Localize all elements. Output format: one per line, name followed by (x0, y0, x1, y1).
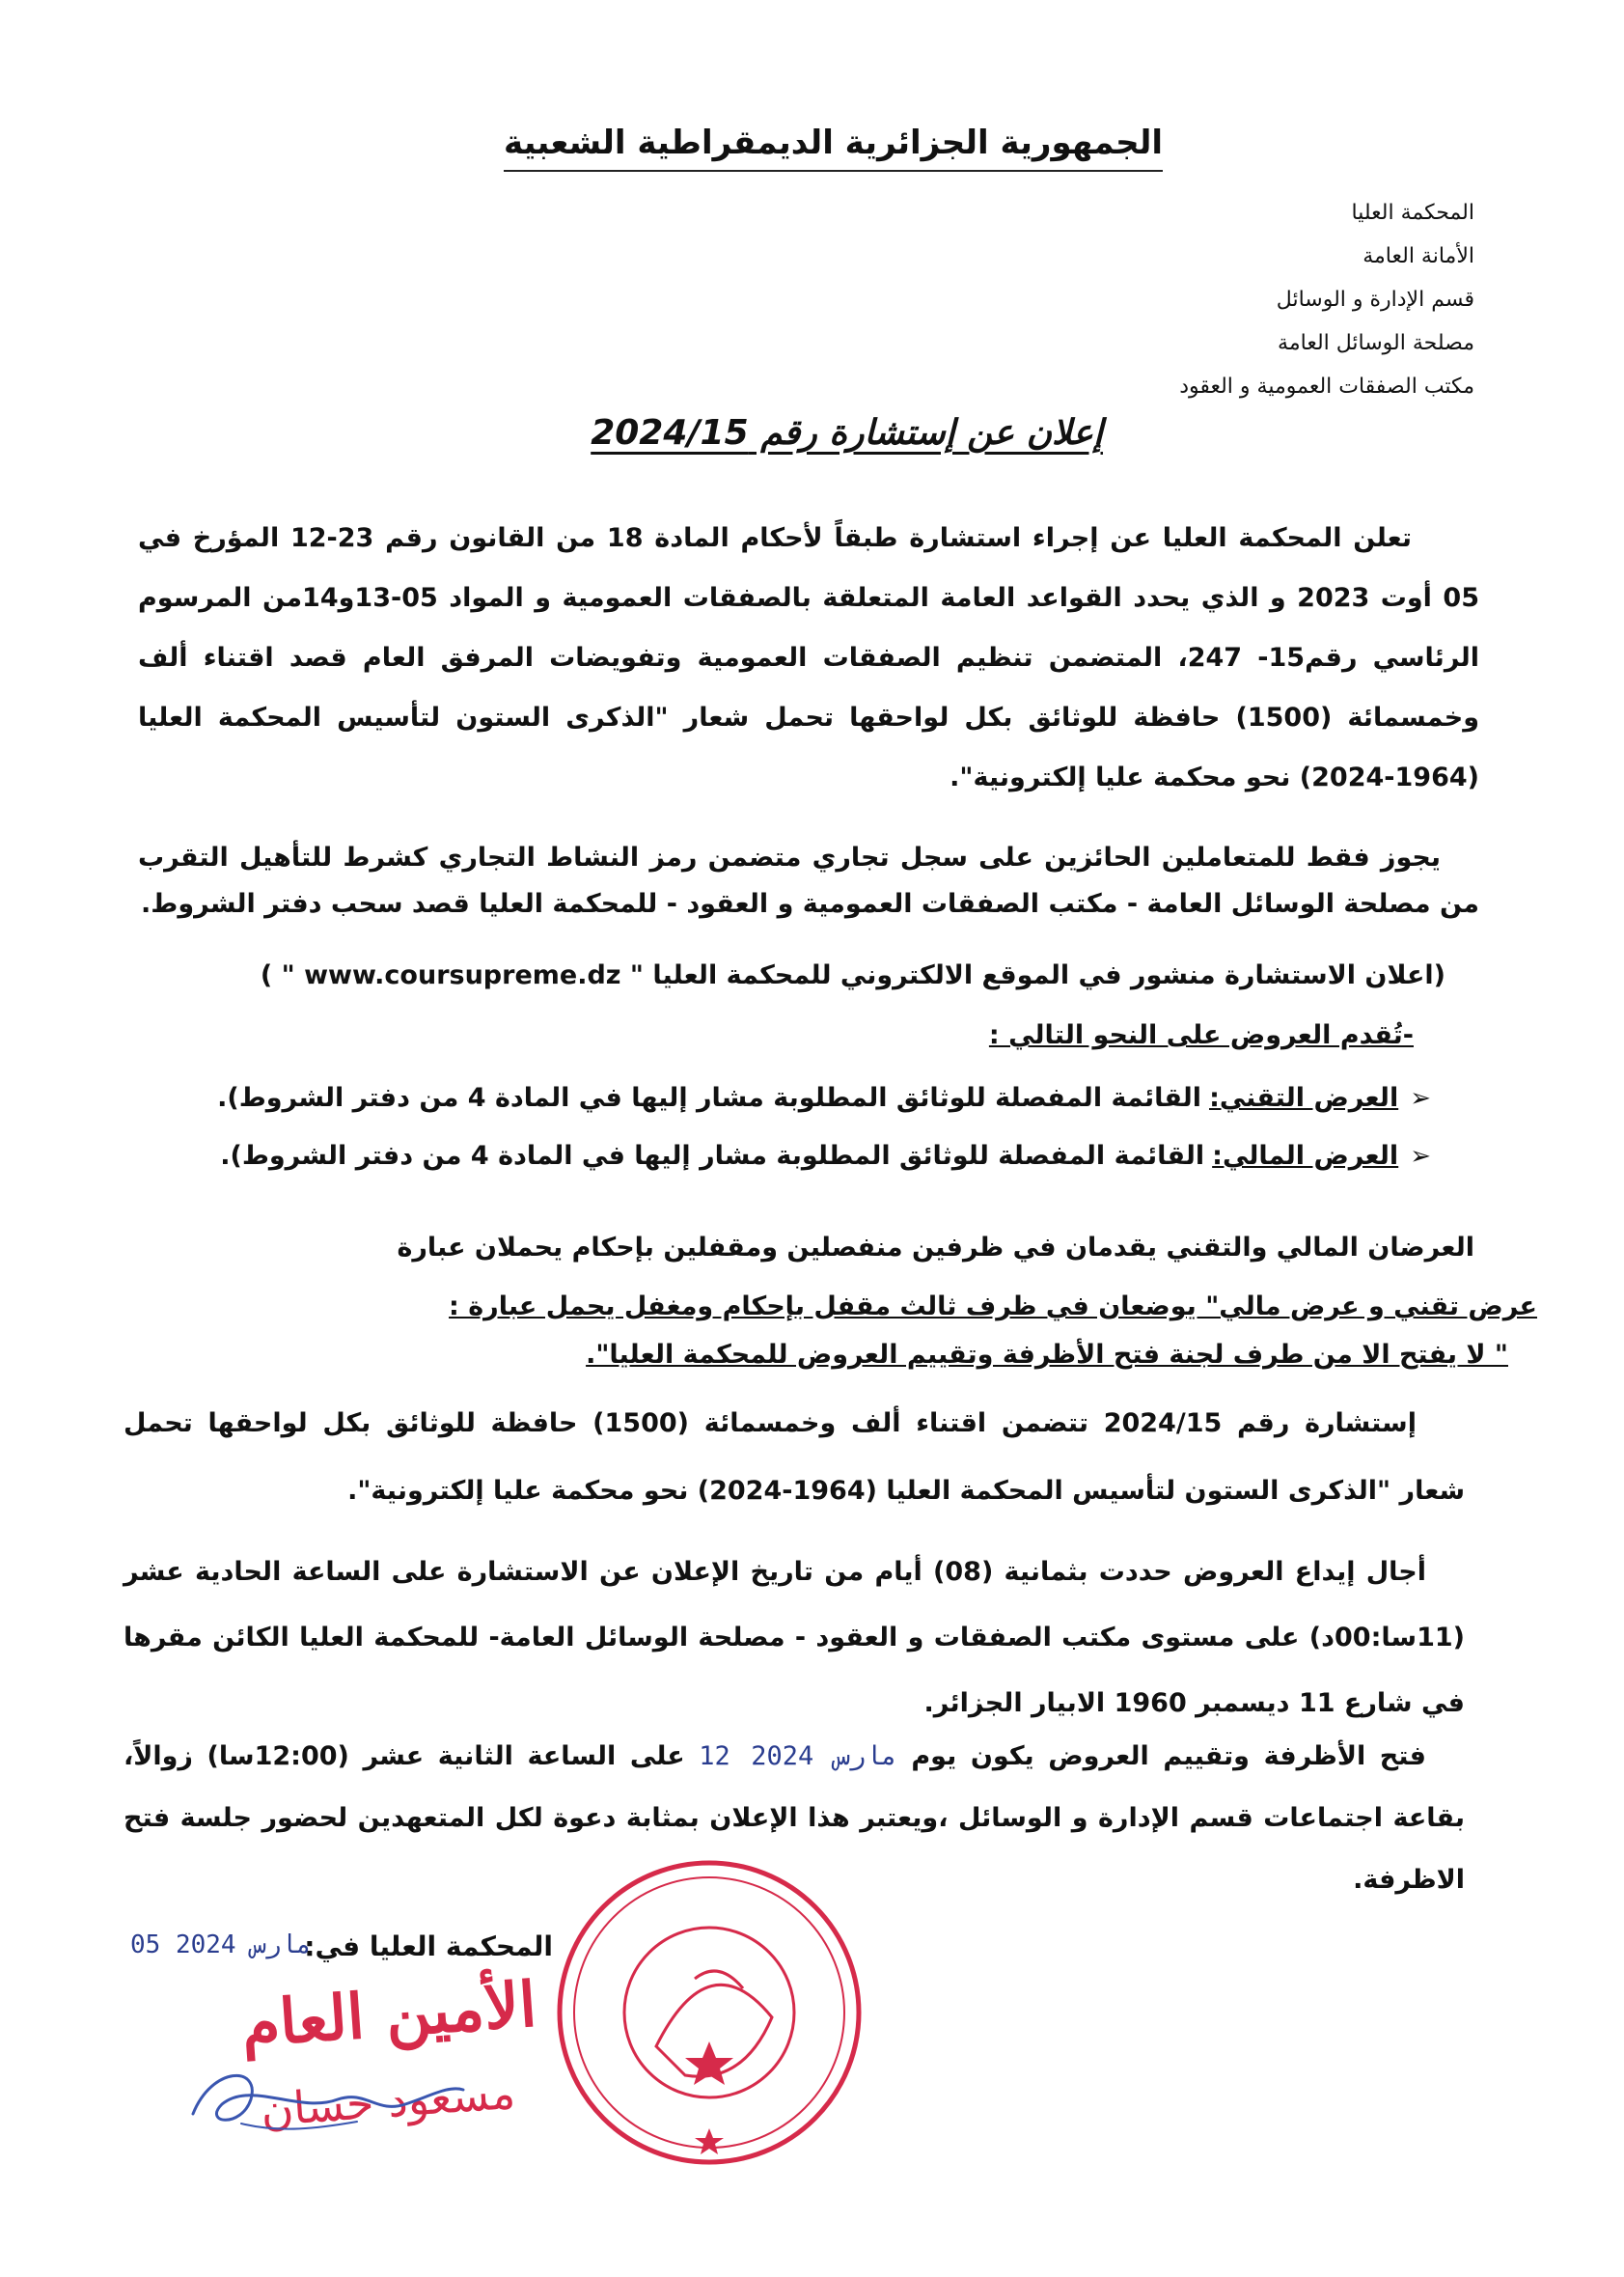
opening-date: 12 مارس 2024 (699, 1741, 897, 1771)
opening-text-a: فتح الأظرفة وتقييم العروض يكون يوم (911, 1741, 1426, 1771)
offer-item (177, 1069, 1431, 1127)
website-prefix: (اعلان الاستشارة منشور في الموقع الالكتروني للمحكمة العليا " (629, 960, 1445, 990)
paragraph-envelope-label: عرض تقني و عرض مالي" يوضعان في ظرف ثالث مقفل بإحكام ومغفل يحمل عبارة : (449, 1291, 1537, 1321)
issuer-line: مصلحة الوسائل العامة (1278, 331, 1474, 355)
secretary-general-title: الأمين العام (238, 1968, 539, 2062)
paragraph-intro: تعلن المحكمة العليا عن إجراء استشارة طبقاً لأحكام المادة 18 من القانون رقم 23-12 المؤرخ في 05 أوت 2023 و الذي يحدد القواعد العامة المتعلقة بالصفقات العمومية و المواد 05-13و14من المرسوم الرئاسي رقم15- 247، المتضمن تنظيم الصفقات العمومية وتفويضات المرفق العام قصد اقتناء ألف وخمسمائة (1500) حافظة للوثائق بكل لواحقها تحمل شعار "الذكرى الستون لتأسيس المحكمة العليا (1964-2024) نحو محكمة عليا إلكترونية". (138, 523, 1480, 792)
signature-place: المحكمة العليا في: (304, 1930, 553, 1962)
website-link[interactable]: www.coursupreme.dz (304, 960, 621, 990)
paragraph-eligibility: يجوز فقط للمتعاملين الحائزين على سجل تجاري متضمن رمز النشاط التجاري كشرط للتأهيل التقرب من مصلحة الوسائل العامة - مكتب الصفقات العمومية و العقود - للمحكمة العليا قصد سحب دفتر الشروط. (138, 843, 1479, 919)
issuer-line: المحكمة العليا (1351, 201, 1474, 225)
secretary-general-name: مسعود حسان (259, 2066, 517, 2137)
announcement-title: إعلان عن إستشارة رقم 2024/15 (591, 413, 1103, 453)
paragraph-website (191, 951, 1445, 1001)
issuer-block (1179, 191, 1474, 408)
paragraph-envelope-warning: " لا يفتح الا من طرف لجنة فتح الأظرفة وتقييم العروض للمحكمة العليا". (586, 1340, 1508, 1370)
issuer-line: الأمانة العامة (1363, 244, 1474, 268)
offer-label: العرض المالي: (1212, 1141, 1399, 1171)
offers-list (177, 1069, 1431, 1185)
republic-heading: الجمهورية الجزائرية الديمقراطية الشعبية (504, 124, 1163, 172)
paragraph-envelopes: العرضان المالي والتقني يقدمان في ظرفين منفصلين ومقفلين بإحكام يحملان عبارة (397, 1233, 1474, 1263)
offer-item (177, 1127, 1431, 1185)
offer-label: العرض التقني: (1209, 1083, 1399, 1113)
arrow-bullet-icon: ➢ (1410, 1084, 1431, 1113)
handwritten-signature-icon (183, 2046, 473, 2152)
arrow-bullet-icon: ➢ (1410, 1142, 1431, 1171)
offer-text: القائمة المفصلة للوثائق المطلوبة مشار إليها في المادة 4 من دفتر الشروط). (217, 1083, 1202, 1113)
offers-heading: -تُقدم العروض على النحو التالي : (988, 1020, 1414, 1050)
issuer-line: مكتب الصفقات العمومية و العقود (1179, 375, 1474, 399)
website-suffix: " ) (260, 960, 295, 990)
paragraph-deadline: أجال إيداع العروض حددت بثمانية (08) أيام من تاريخ الإعلان عن الاستشارة على الساعة الحادية عشر (11سا:00د) على مستوى مكتب الصفقات و العقود - مصلحة الوسائل العامة- للمحكمة العليا الكائن مقرها في شارع 11 ديسمبر 1960 الابيار الجزائر. (124, 1557, 1465, 1718)
issuer-line: قسم الإدارة و الوسائل (1276, 288, 1474, 312)
offer-text: القائمة المفصلة للوثائق المطلوبة مشار إليها في المادة 4 من دفتر الشروط). (220, 1141, 1205, 1171)
paragraph-subject: إستشارة رقم 2024/15 تتضمن اقتناء ألف وخمسمائة (1500) حافظة للوثائق بكل لواحقها تحمل شعار "الذكرى الستون لتأسيس المحكمة العليا (1964-2024) نحو محكمة عليا إلكترونية". (124, 1408, 1465, 1506)
official-seal-icon (550, 1853, 868, 2172)
issue-date-stamp: 05 مارس 2024 (130, 1930, 312, 1959)
opening-text-b: على الساعة الثانية عشر (12:00سا) زوالاً، بقاعة اجتماعات قسم الإدارة و الوسائل ،ويعتبر هذا الإعلان بمثابة دعوة لكل المتعهدين لحضور جلسة فتح الاظرفة. (124, 1741, 1465, 1895)
